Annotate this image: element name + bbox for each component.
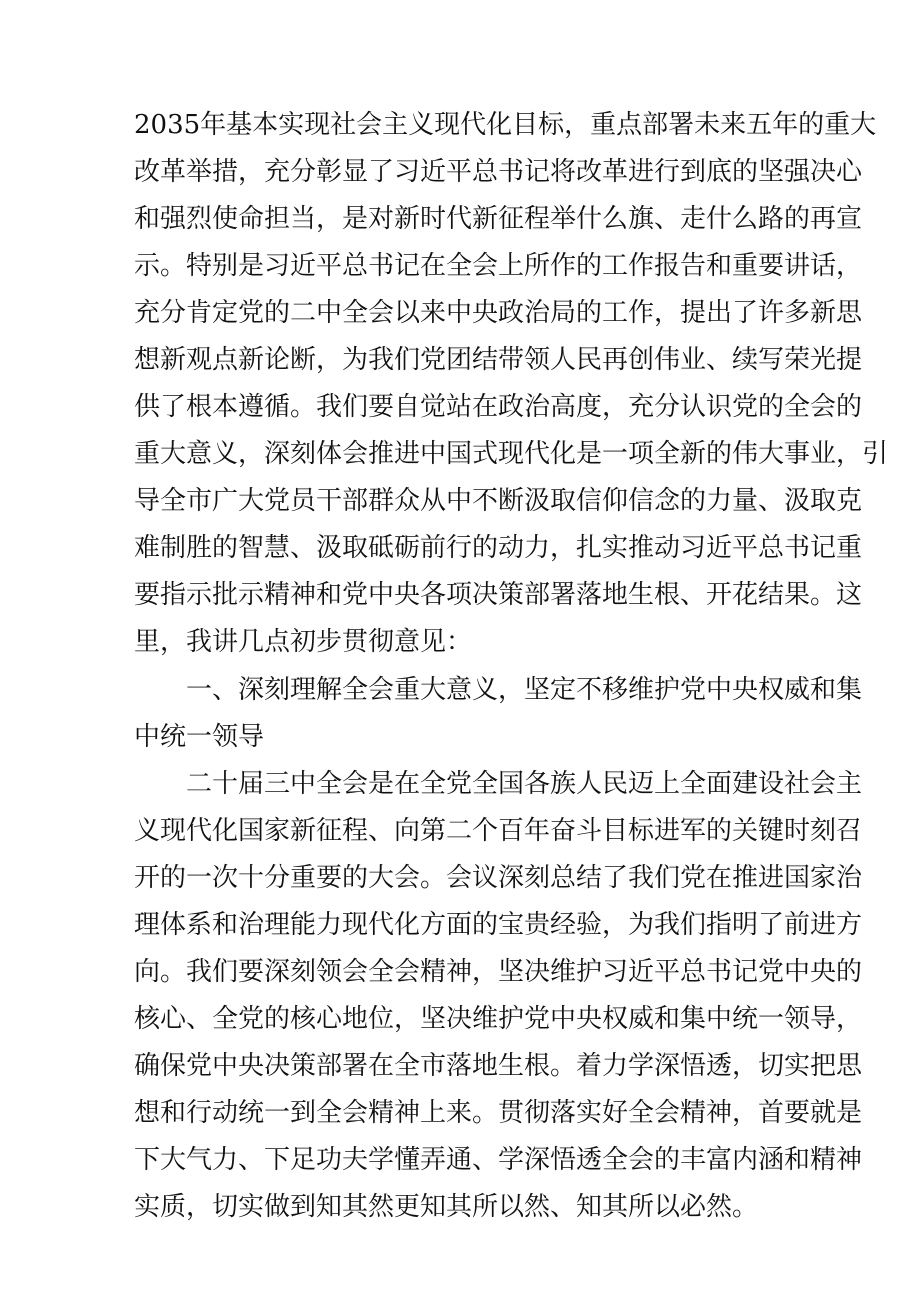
- text-line: 重大意义，深刻体会推进中国式现代化是一项全新的伟大事业，引: [134, 439, 889, 469]
- text-line: 2035年基本实现社会主义现代化目标，重点部署未来五年的重大: [134, 110, 877, 140]
- text-line: 改革举措，充分彰显了习近平总书记将改革进行到底的坚强决心: [134, 157, 863, 187]
- text-line: 想和行动统一到全会精神上来。贯彻落实好全会精神，首要就是: [134, 1098, 863, 1128]
- text-line: 导全市广大党员干部群众从中不断汲取信仰信念的力量、汲取克: [134, 486, 863, 516]
- text-line: 理体系和治理能力现代化方面的宝贵经验，为我们指明了前进方: [134, 910, 863, 940]
- text-line: 下大气力、下足功夫学懂弄通、学深悟透全会的丰富内涵和精神: [134, 1145, 863, 1175]
- text-line: 充分肯定党的二中全会以来中央政治局的工作，提出了许多新思: [134, 298, 863, 328]
- text-line: 和强烈使命担当，是对新时代新征程举什么旗、走什么路的再宣: [134, 204, 863, 234]
- text-line: 难制胜的智慧、汲取砥砺前行的动力，扎实推动习近平总书记重: [134, 533, 863, 563]
- text-line: 核心、全党的核心地位，坚决维护党中央权威和集中统一领导，: [134, 1004, 863, 1034]
- text-line: 二十届三中全会是在全党全国各族人民迈上全面建设社会主: [186, 769, 863, 799]
- text-line: 向。我们要深刻领会全会精神，坚决维护习近平总书记党中央的: [134, 957, 863, 987]
- text-line: 开的一次十分重要的大会。会议深刻总结了我们党在推进国家治: [134, 863, 863, 893]
- text-line: 示。特别是习近平总书记在全会上所作的工作报告和重要讲话，: [134, 251, 863, 281]
- text-line: 供了根本遵循。我们要自觉站在政治高度，充分认识党的全会的: [134, 392, 863, 422]
- text-line: 想新观点新论断，为我们党团结带领人民再创伟业、续写荣光提: [134, 345, 863, 375]
- heading-line: 中统一领导: [134, 722, 265, 752]
- text-line: 义现代化国家新征程、向第二个百年奋斗目标进军的关键时刻召: [134, 816, 863, 846]
- text-line: 确保党中央决策部署在全市落地生根。着力学深悟透，切实把思: [134, 1051, 863, 1081]
- text-line: 实质，切实做到知其然更知其所以然、知其所以必然。: [134, 1192, 759, 1222]
- text-line: 要指示批示精神和党中央各项决策部署落地生根、开花结果。这: [134, 580, 863, 610]
- text-line: 里，我讲几点初步贯彻意见：: [134, 627, 473, 657]
- heading-line: 一、深刻理解全会重大意义，坚定不移维护党中央权威和集: [186, 675, 863, 705]
